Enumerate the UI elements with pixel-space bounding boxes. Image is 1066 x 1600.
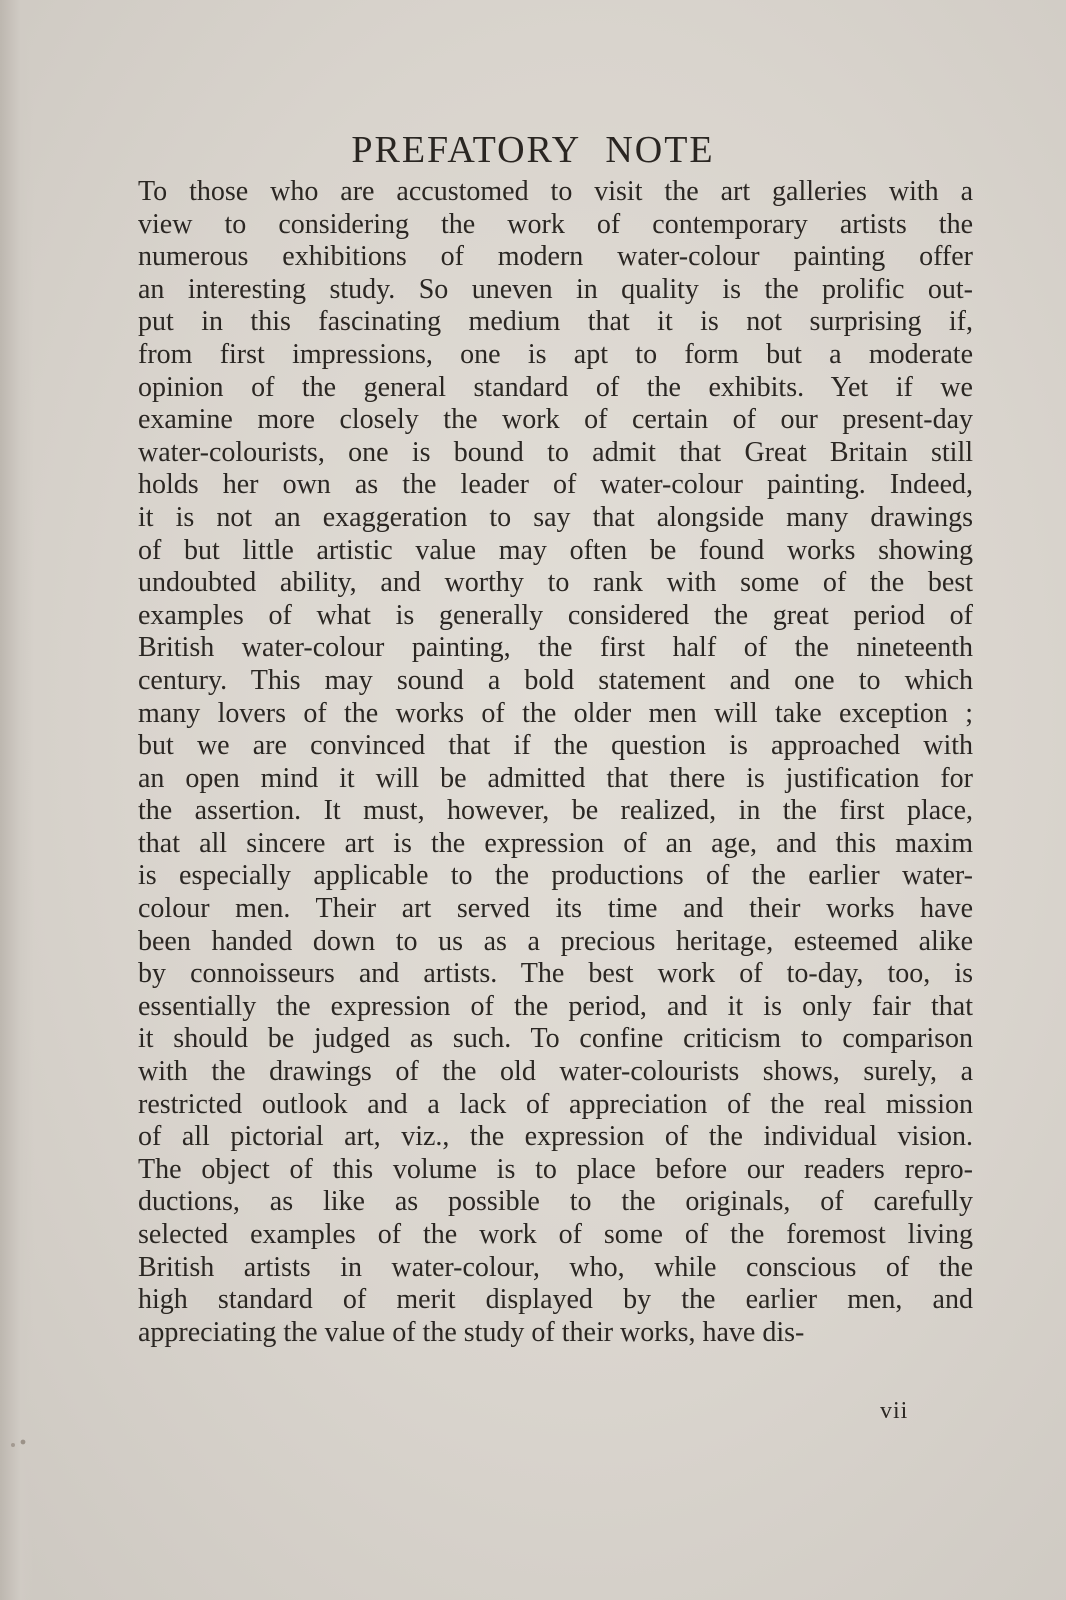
- text-line: put in this fascinating medium that it is not surprising if,: [138, 306, 973, 338]
- paper-speck-marks: [8, 1436, 32, 1452]
- text-line: British water-colour painting, the first half of the nineteenth: [138, 632, 973, 664]
- text-line: is especially applicable to the productions of the earlier water-: [138, 860, 973, 892]
- text-line: restricted outlook and a lack of appreciation of the real mission: [138, 1088, 973, 1120]
- text-line: To those who are accustomed to visit the art galleries with a: [138, 176, 973, 207]
- text-line: of all pictorial art, viz., the expression of the individual vision.: [138, 1121, 973, 1153]
- text-line: examples of what is generally considered the great period of: [138, 599, 973, 631]
- text-line: the assertion. It must, however, be realized, in the first place,: [138, 795, 973, 827]
- text-line: that all sincere art is the expression of an age, and this maxim: [138, 827, 973, 859]
- text-line: examine more closely the work of certain of our present-day: [138, 404, 973, 436]
- text-line: an interesting study. So uneven in quality is the prolific out-: [138, 273, 973, 305]
- body-text: [138, 176, 973, 1349]
- text-line: it should be judged as such. To confine criticism to comparison: [138, 1023, 973, 1055]
- text-line: British artists in water-colour, who, while conscious of the: [138, 1251, 973, 1283]
- text-line: colour men. Their art served its time and their works have: [138, 893, 973, 925]
- text-line: water-colourists, one is bound to admit that Great Britain still: [138, 436, 973, 468]
- text-line: numerous exhibitions of modern water-colour painting offer: [138, 241, 973, 273]
- text-line: an open mind it will be admitted that there is justification for: [138, 762, 973, 794]
- text-line: many lovers of the works of the older men will take exception ;: [138, 697, 973, 729]
- text-line: it is not an exaggeration to say that alongside many drawings: [138, 501, 973, 533]
- text-line: century. This may sound a bold statement and one to which: [138, 664, 973, 696]
- text-line: holds her own as the leader of water-colour painting. Indeed,: [138, 469, 973, 501]
- text-line: from first impressions, one is apt to form but a moderate: [138, 338, 973, 370]
- text-line: high standard of merit displayed by the earlier men, and: [138, 1284, 973, 1316]
- text-line: selected examples of the work of some of the foremost living: [138, 1219, 973, 1250]
- text-line: been handed down to us as a precious heritage, esteemed alike: [138, 925, 973, 957]
- text-line: opinion of the general standard of the exhibits. Yet if we: [138, 371, 973, 403]
- text-line: essentially the expression of the period, and it is only fair that: [138, 990, 973, 1022]
- page-title: PREFATORY NOTE: [351, 129, 715, 171]
- page-number: vii: [880, 1398, 909, 1424]
- text-line: undoubted ability, and worthy to rank with some of the best: [138, 567, 973, 599]
- text-line: view to considering the work of contemporary artists the: [138, 208, 973, 240]
- text-line: with the drawings of the old water-colourists shows, surely, a: [138, 1056, 973, 1088]
- text-line: of but little artistic value may often be found works showing: [138, 534, 973, 566]
- text-line: but we are convinced that if the question is approached with: [138, 730, 973, 762]
- text-line: by connoisseurs and artists. The best work of to-day, too, is: [138, 958, 973, 990]
- text-line: The object of this volume is to place before our readers repro-: [138, 1153, 973, 1185]
- text-line: appreciating the value of the study of their works, have dis-: [138, 1316, 805, 1348]
- page-gutter-shadow: [0, 0, 34, 1600]
- text-line: ductions, as like as possible to the originals, of carefully: [138, 1186, 973, 1218]
